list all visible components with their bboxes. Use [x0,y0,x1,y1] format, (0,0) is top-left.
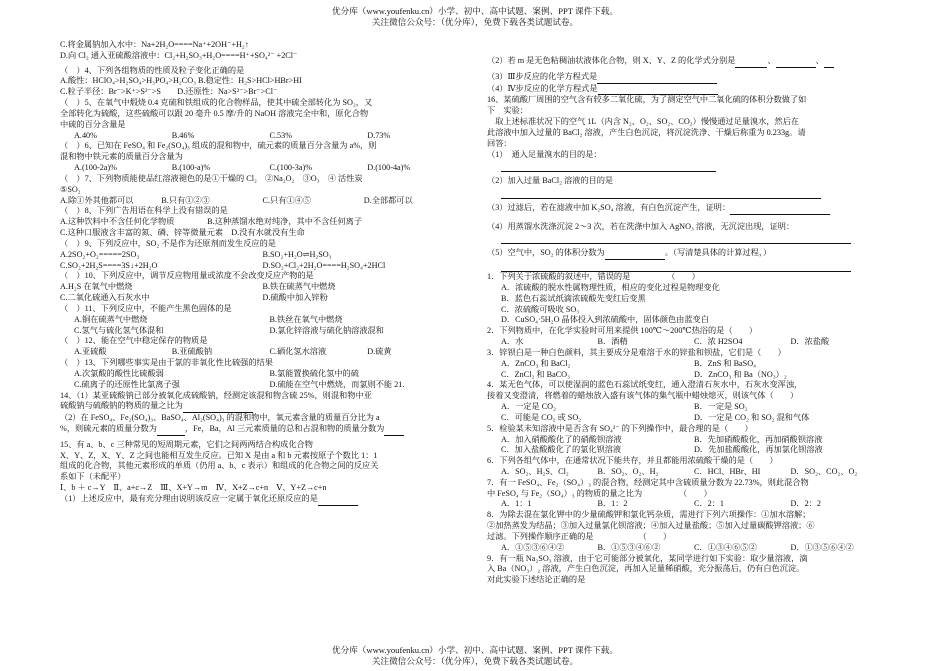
question-10: （ ）10、下列反应中，调节反应物用量或浓度不会改变反应产物的是 [60,271,314,281]
header-line-1: 优分库（www.youfenku.cn）小学、初中、高中试题、案例、PPT 课件下载。 [332,6,618,16]
options-row [487,445,887,456]
mc-question-3: 3．锌钡白是一种白色颜料，其主要成分是难溶于水的锌盐和钡盐，它们是（ ） [487,347,786,357]
question-text [60,424,465,436]
mc-question-6: 6．下列各组气体中，在通常状况下能共存，并且都能用浓硫酸干燥的是（ ） [487,456,778,466]
option-c: C.只有①④⑤ [262,195,311,205]
option-c: C.硒化氢水溶液 [269,347,327,357]
option-d: D.73% [367,130,391,140]
question-text: （2）若 m 是无色粘稠油状液体化合物，则 X、Y、Z 的化学式分别是 [487,56,736,65]
question-text: 对此实验下述结论正确的是 [487,575,586,585]
option-d: D.硫黄 [367,347,392,357]
option-d: D.全部都可以 [363,195,413,205]
question-text: 此溶液中加入过量的 BaCl₂ 溶液，产生白色沉淀，将沉淀洗净、干燥后称重为 0.233g。请 [487,127,806,137]
option-a: A.铜在硫蒸气中燃烧 [74,314,148,324]
question-text: 硫酸钠与硫酸钠的物质的量之比为 [60,401,183,411]
left-column [60,40,465,506]
option-a: A.(100-2a)% [74,163,117,173]
option-d: D.氯化锌溶液与硫化钠溶液混和 [269,325,384,335]
options-row [487,359,887,370]
separator: 、 [767,56,776,65]
answer-blank[interactable] [824,56,834,68]
option-b: B．SO₂、O₂、H₂ [597,466,659,476]
option-b: B.(100-a)% [171,163,211,173]
question-text: 混和物中铁元素的质量百分含量为 [60,152,183,162]
option-c: C．加入盐酸酸化了的氯化钡溶液 [501,445,622,455]
option-b: B．先加硝酸酸化，再加硝酸钡溶液 [694,434,823,444]
sub-question-4: （4）用蒸馏水洗涤沉淀 2～3 次，若在洗涤中加入 AgNO₃ 溶液，无沉淀出现，证明： [487,221,795,231]
options-row [487,337,887,348]
question-text [487,84,887,96]
option-d: D.硫能在空气中燃烧，而氯则不能 21. [269,379,405,389]
question-text: 过滤。下列操作顺序正确的是 （ ） [487,531,672,541]
question-text: 下 实验： [487,106,528,116]
question-text: 入 Ba（NO₃）₂ 溶液，产生白色沉淀，再加入足量稀硝酸，充分振荡后，仍有白色沉淀。 [487,564,805,574]
question-13: （ ）13、下列哪些事实是由于氯的非氧化性比硫强的结果 [60,358,273,368]
option-c: C．2：1 [694,499,725,509]
question-text: 接着又变澄清，将燃着的蜡烛放入盛有该气体的集气瓶中蜡烛熄灭，则该气体（ ） [487,391,799,401]
question-14: 14、（1）某亚硫酸钠已部分被氧化成硫酸钠，经测定该混和物含硫 25%，则混和物中亚 [60,390,372,400]
options-row [487,413,887,424]
option-b: B.铁丝在氧气中燃烧 [269,314,343,324]
option-d: D．一定是 CO₂ 和 SO₂ 混和气体 [694,412,810,422]
option-a: A.40% [74,130,97,140]
answer-blank[interactable] [318,494,358,506]
option-a: A．浓硫酸的脱水性属物理性质，相应的变化过程是物理变化 [501,282,720,292]
question-text: ，Fe，Ba，Al 三元素质量的总和占混和物的质量分数为 [184,423,385,433]
option-d: D．2：2 [790,499,821,509]
header-line-2: 关注微信公众号：（优分库），免费下载各类试题试卷。 [371,16,579,27]
page-header [0,6,950,27]
answer-blank[interactable] [157,424,185,436]
option-a: A.2SO₂+O₂=====2SO₃ [60,249,140,259]
option-d: D.(100-4a)% [367,163,411,173]
option-c: C．HCl、HBr、HI [694,466,761,476]
sub-question-1: （1） 通入足量溴水的目的是： [487,149,602,159]
answer-blank[interactable] [730,203,830,215]
footer-line-2: 关注微信公众号：（优分库），免费下载各类试题试卷。 [371,655,579,666]
sub-question-5-note: 。（写清楚具体的计算过程，） [664,248,772,258]
option-a: A．ZnCO₃ 和 BaCl₂ [501,358,571,368]
options-row [487,499,887,510]
question-text [60,494,465,506]
question-text: 全部转化为硫酸，这些硫酸可以跟 20 毫升 0.5 摩/升的 NaOH 溶液完全中和，原化合物 [60,108,369,118]
options-row [60,380,465,391]
option-a: A．一定是 CO₂ [501,402,556,412]
question-text: ②加热蒸发为结晶；③加入过量氯化钡溶液；④加入过量盐酸；⑤加入过量碳酸钾溶液；⑥ [487,521,815,531]
question-text [487,56,887,68]
option-d: D.硫酸中加入锌粉 [262,293,328,303]
question-text: 取上述标准状况下的空气 1L（内含 N₂、O₂、SO₂、CO₂）慢慢通过足量溴水，然后在 [487,117,800,127]
mc-question-2: 2．下列物质中，在化学实验时可用来提供 100℃～200℃热浴的是（ ） [487,326,758,336]
option-a: A.亚硫酸 [74,347,107,357]
answer-line[interactable] [487,233,887,245]
answer-line[interactable] [487,260,887,272]
answer-blank[interactable] [598,84,718,96]
option-b: B．酒精 [597,337,628,347]
sub-question-3 [487,203,887,215]
question-text: 组成的化合物，其他元素形成的单质（仍用 a、b、c 表示）和组成的化合物之间的反应关 [60,461,379,471]
option-d: D．SO₂、CO₂、O₂ [790,466,858,476]
mc-question-7: 7．有一 FeSO₄、Fe₂（SO₄）₃ 的混合物，经测定其中含硫质量分数为 22.73%，则此混合物 [487,477,809,487]
option-d: D．浓盐酸 [790,337,830,347]
option-c: C.SO₂+2H₂S====3S↓+2H₂O [60,260,158,270]
question-text: 中 FeSO₄ 与 Fe₂（SO₄）₃ 的物质的量之比为 （ ） [487,488,712,498]
question-7: （ ）7、下列物质能使品红溶液褪色的是①干燥的 Cl₂ ②Na₂O₂ ③O₃ ④ 活性炭 [60,173,363,183]
option-c: C．可能是 CO₂ 或 SO₂ [501,412,582,422]
option-text: A.酸性：HClO₄>H₂SO₄>H₃PO₄>H₂CO₃ B.稳定性：H₂S>HCl>HBr>HI [60,76,302,86]
options-row [60,131,465,142]
option-a: A.H₂S 在氧气中燃烧 [60,282,133,292]
option-b: B.铁在硫蒸气中燃烧 [262,282,336,292]
option-d: D．①③⑤⑥④② [790,542,854,552]
answer-line[interactable] [487,160,887,172]
option-a: A．水 [501,337,524,347]
option-b: B．一定是 SO₂ [694,402,748,412]
question-5: （ ）5、在氧气中煅烧 0.4 克硫和铁组成的化合物样品，使其中硫全部转化为 SO₂，又 [60,98,373,108]
option-d: D．先加盐酸酸化，再加氯化钡溶液 [694,445,823,455]
question-text: （3）Ⅲ步反应的化学方程式是 [487,71,598,81]
sub-question-5-text: （5）空气中，SO₂ 的体积分数为 [487,248,605,258]
option-c: C.二氧化硫通入石灰水中 [60,293,150,303]
sub-question-2: （2）加入过量 BaCl₂ 溶液的目的是 [487,176,614,186]
question-12: （ ）12、能在空气中稳定保存的物质是 [60,336,208,346]
options-row [487,543,887,554]
options-row [60,369,465,380]
page-footer [0,645,950,666]
mc-question-9: 9．有一瓶 Na₂SO₃ 溶液，由于它可能部分被氧化，某同学进行如下实验：取少量溶液，滴 [487,553,808,563]
question-text: 中硫的百分含量是 [60,119,126,129]
question-15: 15、有 a、b、c 三种常见的短周期元素，它们之间两两结合构成化合物 [60,439,313,449]
option-c: C.硫离子的还原性比氯离子强 [74,379,180,389]
option-d: D.SO₂+Cl₂+2H₂O====H₂SO₄+2HCl [262,260,386,270]
option-b: B.46% [171,130,195,140]
right-column [487,56,887,586]
option-text: A.这种饮料中不含任何化学物质 B.这种蒸馏水绝对纯净，其中不含任何离子 [60,217,363,227]
question-8: （ ）8、下列广告用语在科学上没有错误的是 [60,206,228,216]
option-text: C.将金属钠加入水中：Na+2H₂O====Na⁺+2OH⁻+H₂↑ [60,40,249,49]
options-row [487,467,887,478]
option-b: B．1：2 [597,499,628,509]
answer-blank[interactable] [776,56,816,68]
question-text: 系如下（未配平） [60,472,126,482]
sub-question-3-text: （3）过滤后，若在滤液中加 K₂SO₄ 溶液，有白色沉淀产生，证明： [487,202,731,212]
answer-blank[interactable] [597,72,717,84]
question-text: ⑤SO₂ [60,184,81,194]
question-text: X、Y、Z，X、Y、Z 之间也能相互发生反应。已知 X 是由 a 和 b 元素按原子个数比 1：1 [60,450,378,460]
options-row [60,326,465,337]
footer-line-1: 优分库（www.youfenku.cn）小学、初中、高中试题、案例、PPT 课件下载。 [332,645,618,655]
options-row [487,435,887,446]
question-text [487,72,887,84]
options-row [60,293,465,304]
option-text: D.向 Cl₂ 通入亚硫酸溶液中：Cl₂+H₂SO₃+H₂O====H⁺+SO₄²⁻ +2Cl⁻ [60,50,298,60]
option-a: A．①⑤③⑥④② [501,542,565,552]
option-b: B.只有①②③ [161,195,210,205]
options-row [60,347,465,358]
options-row [60,250,465,261]
question-16: 16、某硫酸厂周围的空气含有较多二氧化硫，为了测定空气中二氧化硫的体积分数做了如 [487,95,807,105]
answer-blank[interactable] [735,56,767,68]
options-row [60,282,465,293]
mc-question-4: 4．某无色气体，可以使湿润的蓝色石蕊试纸变红，通入澄清石灰水中，石灰水变浑浊， [487,380,803,390]
options-row [60,196,465,207]
option-c: C．ZnCl₂ 和 BaCO₃ [501,369,570,379]
answer-blank[interactable] [183,401,253,413]
mc-question-5: 5．检验某未知溶液中是否含有 SO₄²⁻ 的下列操作中，最合理的是（ ） [487,423,753,433]
question-4: （ ）4、下列各组物质的性质及粒子变化正确的是 [60,65,245,75]
options-row [487,370,887,381]
option-b: B．ZnS 和 BaSO₄ [694,358,756,368]
answer-blank[interactable] [605,248,665,260]
mc-question-1: 1．下列关于浓硫酸的叙述中，错误的是 （ ） [487,272,700,282]
option-text: C.粒子半径：Br⁻>K⁺>S²⁻>S D.还原性：Na>S²⁻>Br⁻>Cl⁻ [60,87,278,97]
option-c: C．①③④⑥⑤② [694,542,757,552]
question-text: 回答： [487,138,512,148]
answer-blank[interactable] [384,424,404,436]
question-text: （4）Ⅳ步反应的化学方程式是 [487,83,598,93]
option-a: A．1：1 [501,499,532,509]
option-c: C．浓硫酸可吸收 SO₃ [501,304,580,314]
option-text: C.这种口服液含丰富的氮、磷、锌等微量元素 D.没有水就没有生命 [60,228,305,238]
option-c: C．浓 H2SO4 [694,337,743,347]
question-text: %，则硫元素的质量分数为 [60,423,157,433]
reaction-list: Ⅰ、b ＋ c→Y Ⅱ、a+c→Z Ⅲ、X+Y→m Ⅳ、X+Z→c+n Ⅴ、Y+Z→c+n [60,483,327,493]
option-c: C.53% [269,130,293,140]
question-text [60,401,465,413]
question-9: （ ）9、下列反应中，SO₂ 不是作为还原剂而发生反应的是 [60,238,276,248]
option-b: B.亚硫酸钠 [171,347,213,357]
sub-question-5 [487,248,887,260]
question-6: （ ）6、已知在 FeSO₄ 和 Fe₂(SO₄)₃ 组成的混和物中，硫元素的质量百分含量为 a%，则 [60,141,377,151]
option-a: A．SO₂、H₂S、Cl₂ [501,466,569,476]
answer-line[interactable] [487,187,887,199]
option-a: A.除①外其他都可以 [60,195,134,205]
option-b: B．蓝色石蕊试纸滴浓硫酸先变红后变黑 [501,293,646,303]
mc-question-8: 8．为除去混在氯化钾中的少量硫酸钾和氯化钙杂质，需进行下列六项操作：①加水溶解； [487,510,811,520]
options-row [60,315,465,326]
option-c: C.(100-3a)% [269,163,313,173]
option-c: C.氢气与硫化氢气体混和 [74,325,164,335]
question-11: （ ）11、下列反应中，不能产生黑色固体的是 [60,303,232,313]
separator: 、 [815,56,824,65]
option-b: B.氯能置换硫化氢中的硫 [269,368,359,378]
option-b: B．①⑤③④⑥② [597,542,661,552]
options-row [487,402,887,413]
option-a: A．加入硝酸酸化了的硝酸钡溶液 [501,434,622,444]
option-d: D．ZnCO₃ 和 Ba（NO₃）₂ [694,369,787,379]
question-text: （2）在 FeSO₄、Fe₂(SO₄)₃、BaSO₄、Al₂(SO₄)₃ 的混和物中，氧元素含量的质量百分比为 a [60,413,380,423]
option-b: B.SO₂+H₂O⇌H₂SO₃ [262,249,332,259]
option-d: D．CuSO₄·5H₂O 晶体投入到浓硫酸中，固体颜色由蓝变白 [501,315,709,325]
options-row [60,163,465,174]
options-row [60,261,465,272]
question-text: （1）上述反应中，最有充分理由说明该反应一定属于氧化还原反应的是 [60,493,318,503]
option-a: A.次氯酸的酸性比硫酸弱 [74,368,164,378]
